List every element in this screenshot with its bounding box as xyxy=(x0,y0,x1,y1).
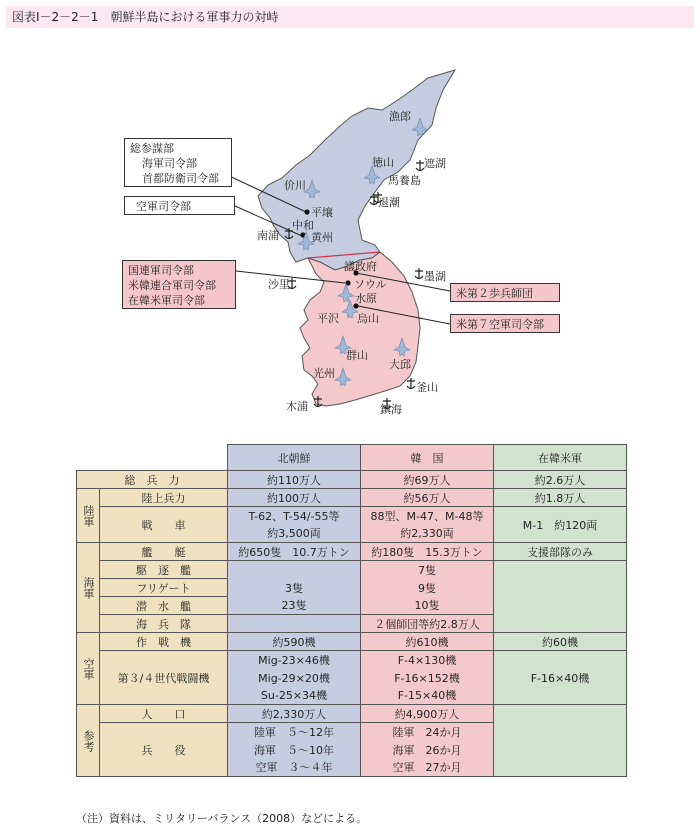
cell: 約3,500両 xyxy=(228,525,361,543)
place-jinhae: 鎮海 xyxy=(380,403,402,416)
us-7af-box xyxy=(450,314,560,333)
cell: 約1.8万人 xyxy=(494,489,627,507)
place-pyongyang: 平壌 xyxy=(311,206,333,219)
section-reference: 参考 xyxy=(77,705,100,777)
us-2id-label: 米第２歩兵師団 xyxy=(456,287,533,300)
table-row xyxy=(77,705,627,723)
cell: 3隻 xyxy=(228,579,361,597)
south-korea-region xyxy=(300,252,420,406)
cell: 9隻 xyxy=(361,579,494,597)
cell: F-4×130機 xyxy=(361,651,494,669)
cell: 10隻 xyxy=(361,597,494,615)
cell: Mig-23×46機 xyxy=(228,651,361,669)
cell: 約2.6万人 xyxy=(494,471,627,489)
cell: 約2,330両 xyxy=(361,525,494,543)
cell xyxy=(494,561,627,633)
place-gwangju: 光州 xyxy=(313,367,335,380)
korea-map xyxy=(0,30,700,430)
table-row xyxy=(77,561,627,579)
section-navy: 海軍 xyxy=(77,543,100,633)
row-label: フリゲート xyxy=(100,579,228,597)
row-label: 総 兵 力 xyxy=(77,471,228,489)
table-row xyxy=(77,633,627,651)
cell: F-16×40機 xyxy=(494,651,627,705)
cell: 空軍 27か月 xyxy=(361,759,494,777)
place-mukho: 墨湖 xyxy=(424,270,446,283)
header-north-korea: 北朝鮮 xyxy=(228,445,361,471)
un-command-box xyxy=(122,260,236,309)
table-row xyxy=(77,489,627,507)
cell: 約610機 xyxy=(361,633,494,651)
north-korea-region xyxy=(258,70,455,270)
row-label: 駆 逐 艦 xyxy=(100,561,228,579)
place-toejo: 退潮 xyxy=(378,196,400,209)
cell: F-15×40機 xyxy=(361,687,494,705)
cell xyxy=(228,561,361,579)
us-7af-label: 米第７空軍司令部 xyxy=(456,318,544,331)
place-suwon: 水原 xyxy=(355,292,377,305)
source-note: （注）資料は、ミリタリーバランス（2008）などによる。 xyxy=(76,812,368,825)
cell: Mig-29×20機 xyxy=(228,669,361,687)
cell: 23隻 xyxy=(228,597,361,615)
row-label: 人 口 xyxy=(100,705,228,723)
cell: M-1 約120両 xyxy=(494,507,627,543)
cell: 支援部隊のみ xyxy=(494,543,627,561)
row-label: 戦 車 xyxy=(100,507,228,543)
cfc-label: 米韓連合軍司令部 xyxy=(128,279,216,292)
table-row xyxy=(77,471,627,489)
cell: 陸軍 ５～12年 xyxy=(228,723,361,741)
place-gaecheon: 价川 xyxy=(284,179,306,192)
place-pyeongtaek: 平沢 xyxy=(317,312,339,325)
cell: 約4,900万人 xyxy=(361,705,494,723)
air-command-label: 空軍司令部 xyxy=(136,200,191,213)
cell: 約650隻 10.7万トン xyxy=(228,543,361,561)
general-staff-title: 総参謀部 xyxy=(130,142,174,155)
cell: 海軍 26か月 xyxy=(361,741,494,759)
section-air: 空軍 xyxy=(77,633,100,705)
place-yeorang: 漁郎 xyxy=(389,110,411,123)
place-junghwa: 中和 xyxy=(292,219,314,232)
usfk-label: 在韓米軍司令部 xyxy=(128,294,205,307)
row-label: 潜 水 艦 xyxy=(100,597,228,615)
header-south-korea: 韓 国 xyxy=(361,445,494,471)
cell: 約100万人 xyxy=(228,489,361,507)
cell: 約2,330万人 xyxy=(228,705,361,723)
cell: 約590機 xyxy=(228,633,361,651)
un-command-label: 国連軍司令部 xyxy=(128,264,194,277)
place-nampo: 南浦 xyxy=(257,229,279,242)
table-row xyxy=(77,543,627,561)
navy-command-label: 海軍司令部 xyxy=(142,157,197,170)
place-seoul: ソウル xyxy=(354,278,387,291)
row-label: 第３/４世代戦闘機 xyxy=(100,651,228,705)
cell: 空軍 ３～４年 xyxy=(228,759,361,777)
cell: 約180隻 15.3万トン xyxy=(361,543,494,561)
place-busan: 釜山 xyxy=(416,381,438,394)
place-osan: 烏山 xyxy=(357,312,379,325)
air-command-box xyxy=(124,196,235,215)
place-gunsan: 群山 xyxy=(346,349,368,362)
figure-caption: 図表Ⅰ－2－2－1 朝鮮半島における軍事力の対峙 xyxy=(6,6,694,28)
row-label: 艦 艇 xyxy=(100,543,228,561)
us-2id-box xyxy=(450,283,560,302)
row-label: 作 戦 機 xyxy=(100,633,228,651)
place-daegu: 大邱 xyxy=(389,358,411,371)
cell xyxy=(494,705,627,777)
section-army: 陸軍 xyxy=(77,489,100,543)
cell: 88型、M-47、M-48等 xyxy=(361,507,494,525)
cell: Su-25×34機 xyxy=(228,687,361,705)
cell: T-62、T-54/-55等 xyxy=(228,507,361,525)
cell: 7隻 xyxy=(361,561,494,579)
row-label: 兵 役 xyxy=(100,723,228,777)
header-usfk: 在韓米軍 xyxy=(494,445,627,471)
table-row xyxy=(77,651,627,669)
cell: 約60機 xyxy=(494,633,627,651)
place-sariwon: 沙里 xyxy=(268,278,290,291)
place-mayang: 馬養島 xyxy=(388,174,421,187)
place-uijeongbu: 議政府 xyxy=(344,260,377,273)
cell xyxy=(228,615,361,633)
place-deoksan: 徳山 xyxy=(372,156,394,169)
military-balance-table xyxy=(76,444,627,777)
cell: ２個師団等約2.8万人 xyxy=(361,615,494,633)
capital-defense-label: 首都防衛司令部 xyxy=(142,172,219,185)
table-row xyxy=(77,507,627,525)
cell: 約110万人 xyxy=(228,471,361,489)
place-sinhung: 遮湖 xyxy=(424,157,446,170)
table-header-row xyxy=(77,445,627,471)
cell: 約56万人 xyxy=(361,489,494,507)
general-staff-box xyxy=(124,138,232,187)
place-hwangju: 黄州 xyxy=(311,231,333,244)
row-label: 海 兵 隊 xyxy=(100,615,228,633)
place-mokpo: 木浦 xyxy=(286,400,308,413)
row-label: 陸上兵力 xyxy=(100,489,228,507)
cell: 陸軍 24か月 xyxy=(361,723,494,741)
cell: F-16×152機 xyxy=(361,669,494,687)
cell: 海軍 ５～10年 xyxy=(228,741,361,759)
cell: 約69万人 xyxy=(361,471,494,489)
